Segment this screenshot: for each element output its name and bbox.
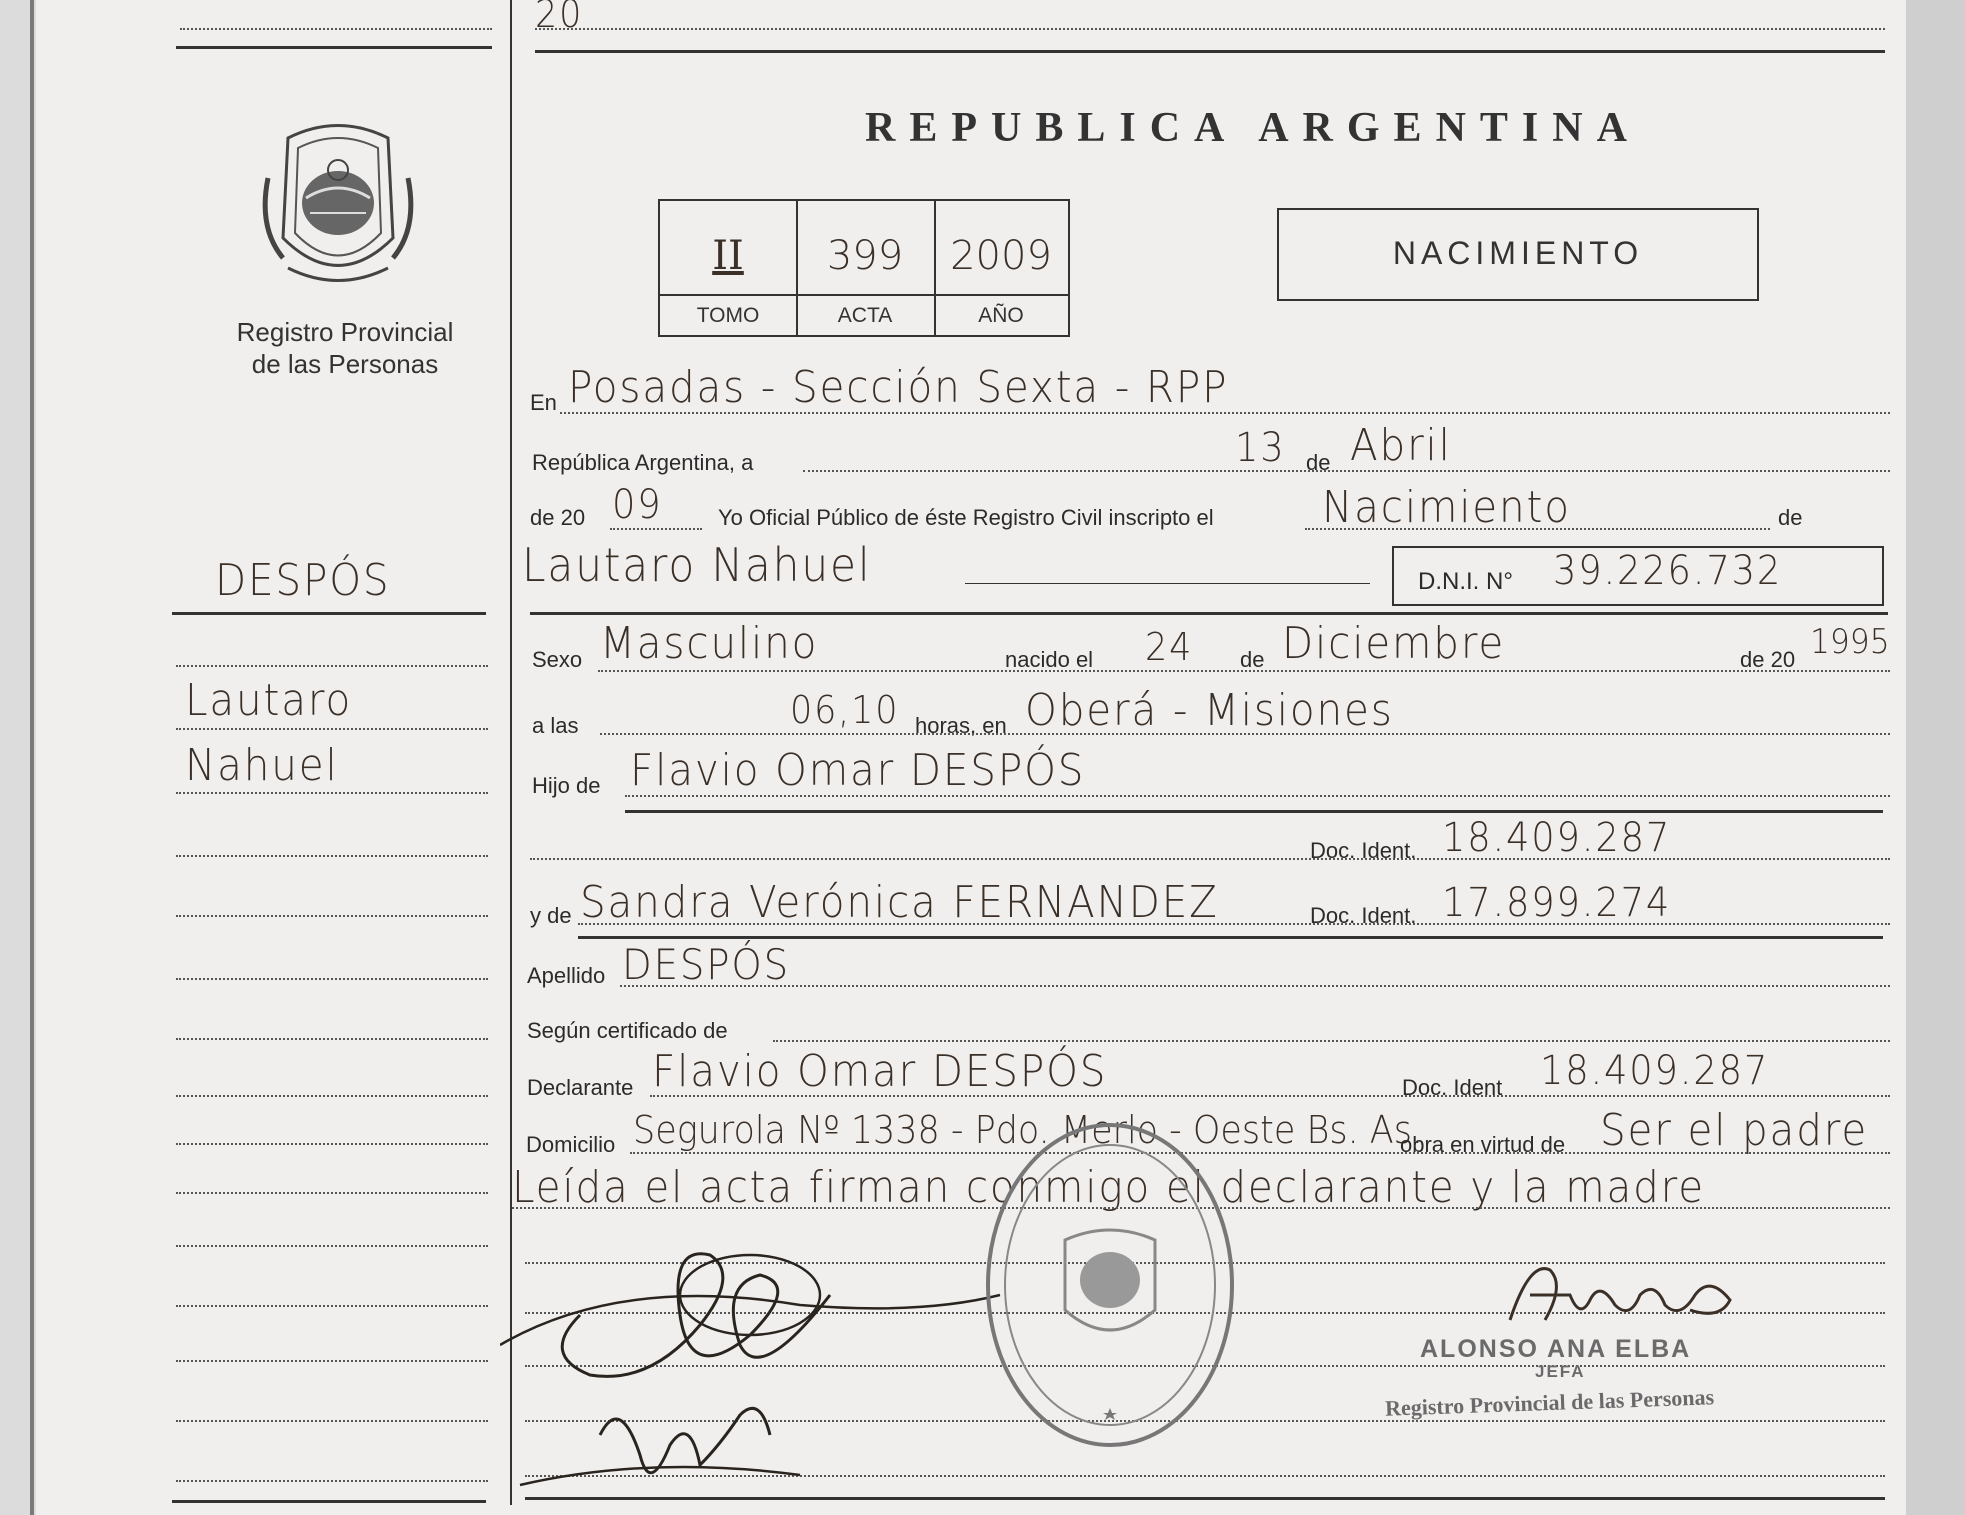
father-doc-dotline xyxy=(530,858,1890,860)
declarante-value: Flavio Omar DESPÓS xyxy=(652,1046,1108,1097)
margin-dotline-9 xyxy=(176,1143,488,1145)
margin-dotline-2 xyxy=(176,728,488,730)
name-rule xyxy=(530,612,1888,615)
domicilio-dotline xyxy=(630,1152,1890,1154)
father-name: Flavio Omar DESPÓS xyxy=(630,745,1086,796)
horas-label: horas, en xyxy=(915,713,1007,738)
margin-bottom-rule xyxy=(172,1500,486,1503)
domicilio-label: Domicilio xyxy=(526,1132,616,1157)
margin-dotline-1 xyxy=(176,665,488,667)
top-handwritten-mark: 20 xyxy=(535,0,584,36)
top-dotline xyxy=(535,28,1885,30)
birth-year-suffix: 1995 xyxy=(1810,622,1890,662)
tomo-label: TOMO xyxy=(660,294,796,337)
doc-label-2: Doc. Ident. xyxy=(1310,903,1417,928)
page-binding-edge xyxy=(30,0,34,1515)
de20-label: de 20 xyxy=(530,505,586,530)
de20-label-2: de 20 xyxy=(1740,647,1796,672)
stamp-role: JEFA xyxy=(1535,1362,1586,1381)
republica-dotline xyxy=(803,470,1890,472)
domicilio-value: Segurola Nº 1338 - Pdo. Merlo - Oeste Bs. As. xyxy=(633,1108,1424,1152)
tipo-dotline xyxy=(1305,528,1770,530)
margin-dotline-4 xyxy=(176,855,488,857)
top-rule xyxy=(535,50,1885,53)
margin-dotline-5 xyxy=(176,915,488,917)
stamp-name: ALONSO ANA ELBA xyxy=(1420,1335,1692,1363)
hour-value: 06,10 xyxy=(790,688,900,732)
declarante-dotline xyxy=(650,1095,1890,1097)
apellido-label: Apellido xyxy=(527,963,606,988)
segun-label: Según certificado de xyxy=(527,1018,728,1043)
sexo-dotline xyxy=(598,670,1890,672)
record-id-box xyxy=(658,199,1070,337)
margin-top-rule xyxy=(176,46,492,49)
official-signature-icon xyxy=(1490,1250,1740,1340)
yde-label: y de xyxy=(530,903,572,928)
margin-rule-surname xyxy=(172,612,486,615)
mother-doc: 17.899.274 xyxy=(1442,880,1672,926)
name-line xyxy=(965,583,1370,584)
hijo-label: Hijo de xyxy=(532,773,601,798)
registry-name-line2: de las Personas xyxy=(251,349,439,379)
birth-month: Diciembre xyxy=(1282,618,1506,669)
year-dotline xyxy=(610,528,702,530)
tomo-cell xyxy=(660,201,798,335)
apellido-dotline xyxy=(620,985,1890,987)
hijo-rule xyxy=(625,810,1883,813)
margin-given-name-1: Lautaro xyxy=(185,675,353,726)
en-value: Posadas - Sección Sexta - RPP xyxy=(568,362,1229,413)
obra-value: Ser el padre xyxy=(1600,1105,1869,1156)
margin-top-dotline xyxy=(180,28,492,30)
tomo-value: II xyxy=(712,233,744,279)
registry-name-line1: Registro Provincial xyxy=(236,317,454,347)
page-right-margin xyxy=(1906,0,1965,1515)
sexo-value: Masculino xyxy=(600,618,819,669)
sexo-label: Sexo xyxy=(532,647,583,672)
closing-statement: Leída el acta firman conmigo el declarante y la madre xyxy=(512,1162,1705,1213)
country-title: REPUBLICA ARGENTINA xyxy=(865,105,1641,151)
declarante-label: Declarante xyxy=(527,1075,634,1100)
anio-label: AÑO xyxy=(934,294,1068,337)
acta-cell xyxy=(796,201,936,335)
margin-surname: DESPÓS xyxy=(215,555,391,606)
mother-name: Sandra Verónica FERNANDEZ xyxy=(580,877,1219,928)
margin-dotline-12 xyxy=(176,1305,488,1307)
anio-value: 2009 xyxy=(950,233,1052,279)
record-type-box: NACIMIENTO xyxy=(1277,208,1759,301)
de-label-2: de xyxy=(1240,647,1265,672)
oficial-label: Yo Oficial Público de éste Registro Civil inscripto el xyxy=(718,505,1214,530)
hijo-dotline xyxy=(625,795,1890,797)
segun-dotline xyxy=(773,1040,1890,1042)
doc-label-3: Doc. Ident xyxy=(1402,1075,1503,1100)
margin-dotline-15 xyxy=(176,1480,488,1482)
month-value: Abril xyxy=(1350,420,1452,471)
doc-label: Doc. Ident. xyxy=(1310,838,1417,863)
alas-label: a las xyxy=(532,713,579,738)
acta-value: 399 xyxy=(826,233,904,279)
margin-dotline-6 xyxy=(176,978,488,980)
nacido-label: nacido el xyxy=(1005,647,1094,672)
anio-cell xyxy=(934,201,1068,335)
dni-label: D.N.I. N° xyxy=(1418,568,1513,595)
declarante-doc: 18.409.287 xyxy=(1540,1048,1770,1094)
mother-rule xyxy=(578,936,1883,939)
alas-dotline xyxy=(600,733,1890,735)
margin-dotline-8 xyxy=(176,1095,488,1097)
margin-given-name-2: Nahuel xyxy=(185,740,339,791)
acta-label: ACTA xyxy=(796,294,934,337)
margin-dotline-7 xyxy=(176,1038,488,1040)
margin-dotline-14 xyxy=(176,1420,488,1422)
margin-dotline-10 xyxy=(176,1192,488,1194)
registry-seal-icon xyxy=(980,1110,1240,1460)
margin-dotline-13 xyxy=(176,1360,488,1362)
obra-label: obra en virtud de xyxy=(1400,1132,1566,1157)
de-label: de xyxy=(1306,450,1331,475)
provincia-de-misiones-emblem-icon xyxy=(258,118,418,293)
de-trailing-label: de xyxy=(1778,505,1803,530)
day-value: 13 xyxy=(1235,425,1286,471)
stamp-org: Registro Provincial de las Personas xyxy=(1384,1384,1715,1421)
year-suffix: 09 xyxy=(612,482,663,528)
registrant-name: Lautaro Nahuel xyxy=(522,538,872,592)
en-label: En xyxy=(530,390,557,415)
father-doc: 18.409.287 xyxy=(1442,815,1672,861)
margin-dotline-3 xyxy=(176,792,488,794)
dni-value: 39.226.732 xyxy=(1553,548,1783,594)
republica-label: República Argentina, a xyxy=(532,450,754,475)
tipo-inscripto: Nacimiento xyxy=(1322,482,1571,533)
mother-dotline xyxy=(578,923,1890,925)
apellido-value: DESPÓS xyxy=(622,940,790,989)
birth-day: 24 xyxy=(1145,625,1194,669)
en-dotline xyxy=(560,412,1890,414)
registry-name xyxy=(180,316,510,380)
declarant-signature-icon xyxy=(500,1215,1020,1510)
margin-dotline-11 xyxy=(176,1245,488,1247)
birth-place: Oberá - Misiones xyxy=(1025,685,1394,736)
